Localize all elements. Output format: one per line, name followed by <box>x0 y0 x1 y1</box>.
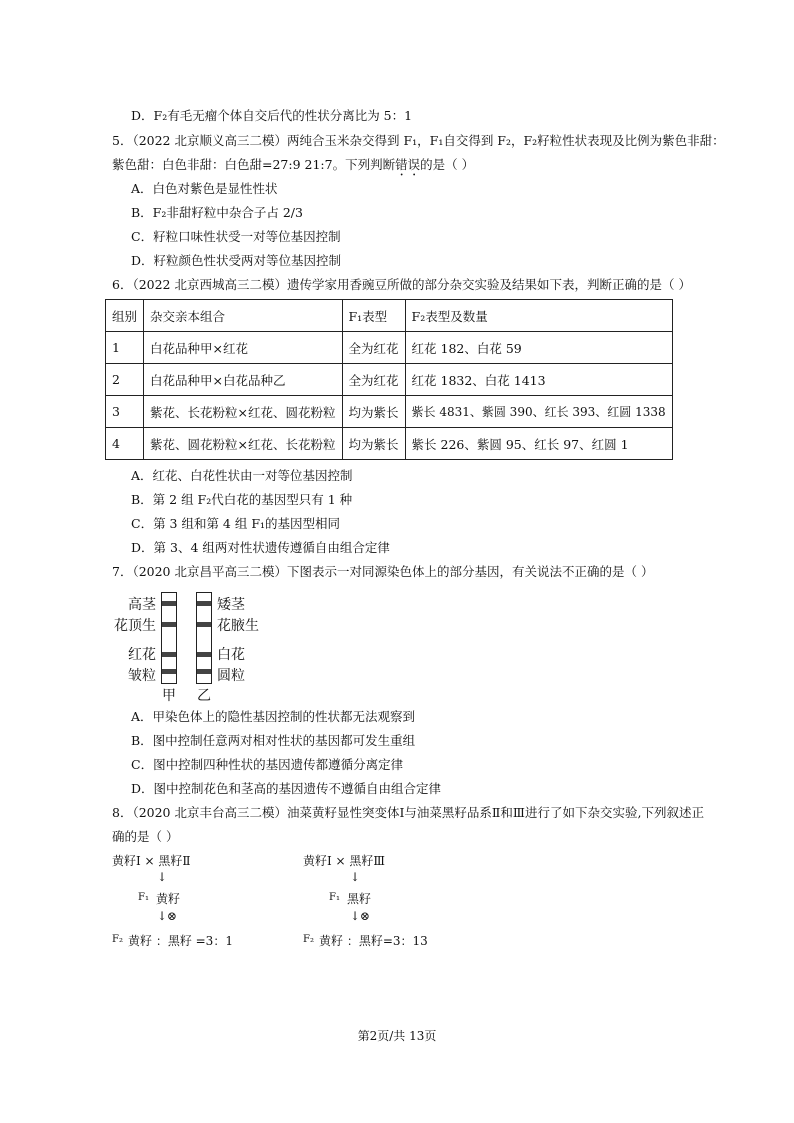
table-cell: 4 <box>106 428 144 460</box>
table-cell: 1 <box>106 332 144 364</box>
table-cell: 全为红花 <box>342 364 405 396</box>
table-header-cell: F₁表型 <box>342 300 405 332</box>
table-header-cell: 组别 <box>106 300 144 332</box>
table-row <box>106 364 673 396</box>
table-header-cell: F₂表型及数量 <box>405 300 672 332</box>
table-cell: 紫花、圆花粉粒×红花、长花粉粒 <box>144 428 342 460</box>
table-cell: 均为紫长 <box>342 396 405 428</box>
gene-label-wrinkled: 皱粒 <box>128 668 156 684</box>
q6-option-c: C．第 3 组和第 4 组 F₁的基因型相同 <box>131 516 341 531</box>
q6-stem: 6．（2022 北京西城高三二模）遗传学家用香豌豆所做的部分杂交实验及结果如下表，判断正确的是（ ） <box>112 277 691 292</box>
selfing-arrow-icon: ↓⊗ <box>157 909 178 923</box>
q8-stem-line2: 确的是（ ） <box>112 829 179 844</box>
table-cell: 红花 1832、白花 1413 <box>405 364 672 396</box>
chromosome-label-yi: 乙 <box>197 688 211 704</box>
gene-label-dwarf: 矮茎 <box>217 597 245 613</box>
gene-label-round: 圆粒 <box>217 668 245 684</box>
table-cell: 红花 182、白花 59 <box>405 332 672 364</box>
q7-option-c: C．图中控制四种性状的基因遗传都遵循分离定律 <box>131 757 404 772</box>
q5-option-a: A．白色对紫色是显性性状 <box>131 181 278 196</box>
gene-band <box>197 652 211 657</box>
cross2-f1: 黑籽 <box>347 892 372 906</box>
arrow-down-icon: ↓ <box>157 870 168 884</box>
gene-band <box>162 601 176 606</box>
table-cell: 紫花、长花粉粒×红花、圆花粉粒 <box>144 396 342 428</box>
table-cell: 紫长 226、紫圆 95、红长 97、红圆 1 <box>405 428 672 460</box>
cross1-f1-label: F₁ <box>138 892 149 903</box>
gene-label-white-flower: 白花 <box>217 647 245 663</box>
q5-option-b: B．F₂非甜籽粒中杂合子占 2/3 <box>131 205 303 220</box>
q7-option-d: D．图中控制花色和茎高的基因遗传不遵循自由组合定律 <box>131 781 442 796</box>
q6-table <box>105 299 673 460</box>
q5-option-d: D．籽粒颜色性状受两对等位基因控制 <box>131 253 342 268</box>
cross2-f2: 黄籽 ：黑籽=3：13 <box>319 934 428 948</box>
table-row <box>106 396 673 428</box>
table-cell: 均为紫长 <box>342 428 405 460</box>
gene-band <box>197 622 211 627</box>
gene-label-terminal-flower: 花顶生 <box>114 618 156 634</box>
cross1-f2: 黄籽 ：黑籽 =3：1 <box>128 934 233 948</box>
q6-option-b: B．第 2 组 F₂代白花的基因型只有 1 种 <box>131 492 353 507</box>
chromosome-label-jia: 甲 <box>162 688 176 704</box>
cross2-f2-label: F₂ <box>303 934 314 945</box>
table-cell: 2 <box>106 364 144 396</box>
gene-label-axial-flower: 花腋生 <box>217 618 259 634</box>
table-cell: 3 <box>106 396 144 428</box>
q6-option-a: A．红花、白花性状由一对等位基因控制 <box>131 468 353 483</box>
cross2-f1-label: F₁ <box>329 892 340 903</box>
table-header-row <box>106 300 673 332</box>
q5-stem-line1: 5．（2022 北京顺义高三二模）两纯合玉米杂交得到 F₁，F₁自交得到 F₂，F₂籽粒性状表现及比例为紫色非甜： <box>112 133 725 148</box>
gene-label-red-flower: 红花 <box>128 647 156 663</box>
cross2-parents: 黄籽Ⅰ × 黑籽Ⅲ <box>303 854 385 868</box>
arrow-down-icon: ↓ <box>350 870 361 884</box>
q7-option-b: B．图中控制任意两对相对性状的基因都可发生重组 <box>131 733 416 748</box>
gene-band <box>162 622 176 627</box>
page-footer: 第2页/共 13页 <box>357 1029 437 1043</box>
q7-stem: 7．（2020 北京昌平高三二模）下图表示一对同源染色体上的部分基因，有关说法不正确的是（ ） <box>112 564 654 579</box>
table-cell: 白花品种甲×白花品种乙 <box>144 364 342 396</box>
table-row <box>106 332 673 364</box>
cross1-f2-label: F₂ <box>112 934 123 945</box>
table-cell: 白花品种甲×红花 <box>144 332 342 364</box>
gene-band <box>162 652 176 657</box>
gene-band <box>162 669 176 674</box>
gene-label-tall: 高茎 <box>128 597 156 613</box>
q4-option-d: D．F₂有毛无瘤个体自交后代的性状分离比为 5：1 <box>131 108 413 123</box>
selfing-arrow-icon: ↓⊗ <box>350 909 371 923</box>
q5-stem-line2: 紫色甜：白色非甜：白色甜=27:9 21:7。下列判断错误的是（ ） <box>112 157 475 172</box>
cross1-parents: 黄籽Ⅰ × 黑籽Ⅱ <box>112 854 191 868</box>
table-header-cell: 杂交亲本组合 <box>144 300 342 332</box>
q6-option-d: D．第 3、4 组两对性状遗传遵循自由组合定律 <box>131 540 390 555</box>
chromosome-jia <box>161 592 177 684</box>
q5-option-c: C．籽粒口味性状受一对等位基因控制 <box>131 229 341 244</box>
table-cell: 全为红花 <box>342 332 405 364</box>
q7-option-a: A．甲染色体上的隐性基因控制的性状都无法观察到 <box>131 709 416 724</box>
q8-stem-line1: 8．（2020 北京丰台高三二模）油菜黄籽显性突变体Ⅰ与油菜黑籽品系Ⅱ和Ⅲ进行了如下杂交实验,下列叙述正 <box>112 805 704 820</box>
gene-band <box>197 669 211 674</box>
table-cell: 紫长 4831、紫圆 390、红长 393、红圆 1338 <box>405 396 672 428</box>
emphasis-wrong: 错误 <box>395 157 421 172</box>
chromosome-yi <box>196 592 212 684</box>
gene-band <box>197 601 211 606</box>
table-row <box>106 428 673 460</box>
cross1-f1: 黄籽 <box>156 892 181 906</box>
